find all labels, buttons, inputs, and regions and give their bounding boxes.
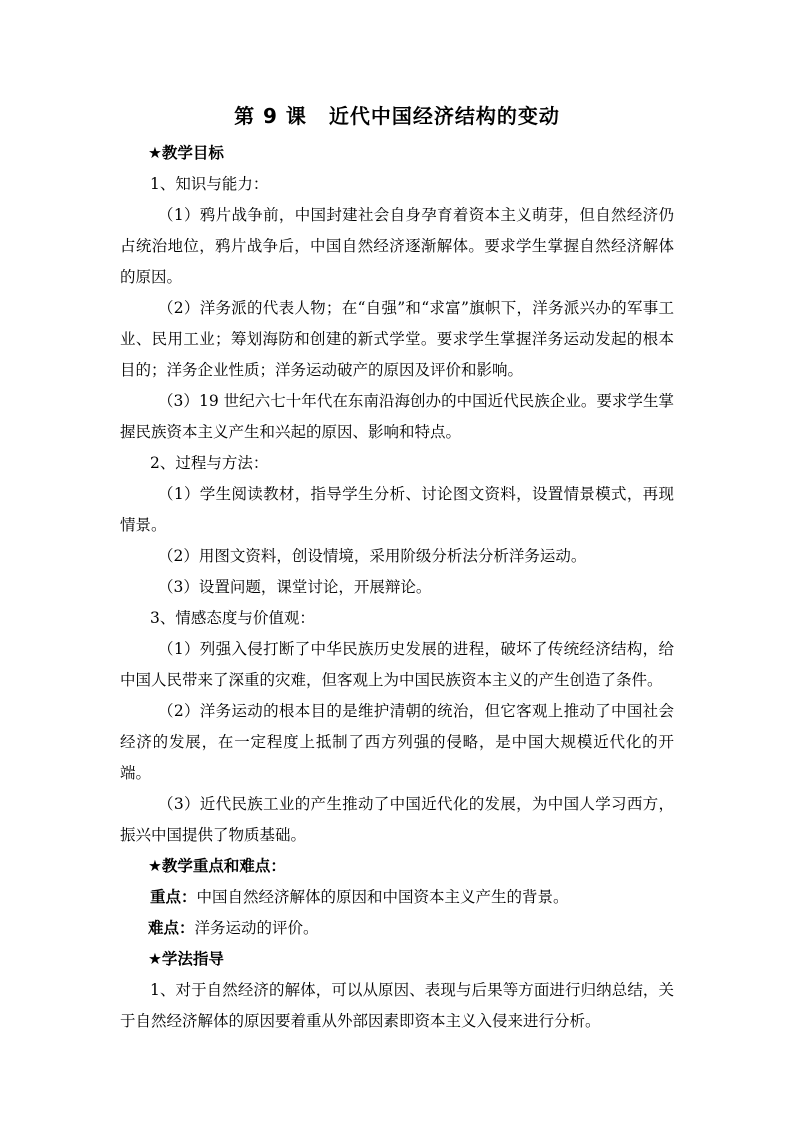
key-point-label: 重点： — [150, 888, 197, 906]
knowledge-item-2: （2）洋务派的代表人物；在“自强”和“求富”旗帜下，洋务派兴办的军事工业、民用工业；筹划海防和创建的新式学堂。要求学生掌握洋务运动发起的根本目的；洋务企业性质；洋务运动破产的原因及评价和影响。 — [120, 299, 674, 379]
key-point-text: 中国自然经济解体的原因和中国资本主义产生的背景。 — [196, 888, 569, 906]
difficult-point-text: 洋务运动的评价。 — [194, 919, 319, 937]
lesson-name: 近代中国经济结构的变动 — [328, 104, 560, 128]
values-item-3: （3）近代民族工业的产生推动了中国近代化的发展，为中国人学习西方，振兴中国提供了物质基础。 — [120, 795, 674, 844]
key-point — [120, 882, 674, 913]
knowledge-item-3: （3）19 世纪六七十年代在东南沿海创办的中国近代民族企业。要求学生掌握民族资本主义产生和兴起的原因、影响和特点。 — [120, 392, 674, 441]
knowledge-heading: 1、知识与能力： — [150, 175, 269, 193]
method-item-1: 1、对于自然经济的解体，可以从原因、表现与后果等方面进行归纳总结，关于自然经济解体的原因要着重从外部因素即资本主义入侵来进行分析。 — [120, 981, 674, 1030]
method-heading: ★学法指导 — [148, 950, 224, 968]
values-item-1: （1）列强入侵打断了中华民族历史发展的进程，破坏了传统经济结构，给中国人民带来了深重的灾难，但客观上为中国民族资本主义的产生创造了条件。 — [120, 640, 674, 689]
objectives-heading: ★教学目标 — [148, 144, 224, 162]
process-item-1: （1）学生阅读教材，指导学生分析、讨论图文资料，设置情景模式，再现情景。 — [120, 485, 674, 534]
process-item-2: （2）用图文资料，创设情境，采用阶级分析法分析洋务运动。 — [158, 547, 587, 565]
difficult-point-label: 难点： — [148, 919, 195, 937]
lesson-title — [120, 100, 674, 132]
difficult-point — [120, 913, 674, 944]
knowledge-item-1: （1）鸦片战争前，中国封建社会自身孕育着资本主义萌芽，但自然经济仍占统治地位，鸦片战争后，中国自然经济逐渐解体。要求学生掌握自然经济解体的原因。 — [120, 206, 674, 286]
process-item-3: （3）设置问题，课堂讨论，开展辩论。 — [158, 578, 432, 596]
values-item-2: （2）洋务运动的根本目的是维护清朝的统治，但它客观上推动了中国社会经济的发展，在一定程度上抵制了西方列强的侵略，是中国大规模近代化的开端。 — [120, 702, 674, 782]
process-heading: 2、过程与方法： — [150, 454, 269, 472]
values-heading: 3、情感态度与价值观： — [150, 609, 315, 627]
key-heading: ★教学重点和难点： — [148, 857, 286, 875]
lesson-number: 第 9 课 — [234, 104, 307, 128]
